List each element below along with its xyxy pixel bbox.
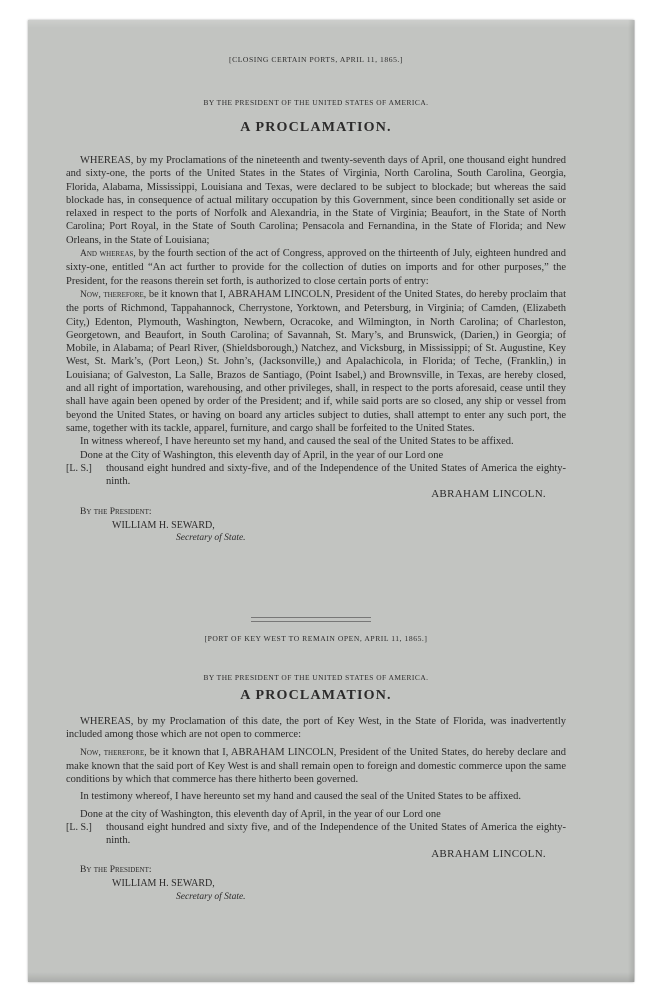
paragraph-done-at: Done at the city of Washington, this eleventh day of April, in the year of our Lord one xyxy=(80,808,441,820)
paragraph-now-therefore xyxy=(66,288,566,435)
date-continuation: thousand eight hundred and sixty five, and of the Independence of the United States of America the eighty-ninth. xyxy=(106,822,566,847)
first-proclamation-body xyxy=(66,154,566,546)
divider-rule xyxy=(251,617,371,622)
signature-seward: WILLIAM H. SEWARD, xyxy=(112,878,215,890)
secretary-of-state: Secretary of State. xyxy=(176,891,246,902)
seal-row xyxy=(66,462,566,489)
signature-lincoln: ABRAHAM LINCOLN. xyxy=(431,847,546,860)
paper-wear xyxy=(28,20,634,28)
first-proclamation-heading: A PROCLAMATION. xyxy=(240,120,392,135)
paragraph-witness: In witness whereof, I have hereunto set my hand, and caused the seal of the United States to be affixed. xyxy=(80,436,514,448)
paragraph-whereas: WHEREAS, by my Proclamations of the nineteenth and twenty-seventh days of April, one thousand eight hundred and sixty-one, the ports of the United States in the States of Virginia, North Carolina, South Carolina, Georgia, Florida, Alabama, Mississippi, Louisiana and Texas, were declared to be subject to blockade; but whereas the said blockade has, in consequence of actual military occupation by this Government, since been conditionally set aside or relaxed in respect to the ports of Norfolk and Alexandria, in the State of Virginia; Beaufort, in the State of North Carolina; Port Royal, in the State of South Carolina; Pensacola and Fernandina, in the State of Florida; and New Orleans, in the State of Louisiana; xyxy=(66,155,566,246)
paragraph-text: by the fourth section of the act of Congress, approved on the thirteenth of July, eighteen hundred and sixty-one, entitled “An act further to provide for the collection of duties on imports and for other purposes,” the President, for the reasons therein set forth, is authorized to close certain ports of entry: xyxy=(66,248,566,287)
second-proclamation-subject: [PORT OF KEY WEST TO REMAIN OPEN, APRIL 11, 1865.] xyxy=(204,634,428,643)
paragraph-text: be it known that I, ABRAHAM LINCOLN, President of the United States, do hereby declare and make known that the said port of Key West is and shall remain open to foreign and domestic commerce upon the same conditions by which that commerce has there hitherto been governed. xyxy=(66,746,566,786)
paragraph-lead: Now, therefore, xyxy=(80,289,147,300)
paragraph-lead: Now, therefore, xyxy=(80,747,147,758)
by-the-president: By the President: xyxy=(80,506,152,517)
paper-edge-right xyxy=(628,20,635,982)
by-the-president: By the President: xyxy=(80,864,152,875)
paragraph-and-whereas xyxy=(66,247,566,288)
paragraph-text: be it known that I, ABRAHAM LINCOLN, President of the United States, do hereby proclaim that the ports of Richmond, Tappahannock, Cherrystone, Yorktown, and Petersburg, in Virginia; of Camden, (Elizabeth City,) Edenton, Plymouth, Washington, Newbern, Ocracoke, and Wilmington, in North Carolina; of Charleston, Georgetown, and Beaufort, in South Carolina; of Savannah, St. Mary’s, and Brunswick, (Darien,) in Georgia; of Mobile, in Alabama; of Pearl River, (Shieldsborough,) Natchez, and Vicksburg, in Mississippi; of St. Augustine, Key West, St. Mark’s, (Port Leon,) St. John’s, (Jacksonville,) and Apalachicola, in Florida; of Teche, (Franklin,) in Louisiana; of Galveston, La Salle, Brazos de Santiago, (Point Isabel,) and Brownsville, in Texas, are hereby closed, and all right of importation, warehousing, and other privileges, shall, in respect to the ports aforesaid, cease until they shall have again been opened by order of the President; and if, while said ports are so closed, any ship or vessel from beyond the United States, or having on board any articles subject to duties, shall attempt to enter any such port, the same, together with its tackle, apparel, furniture, and cargo shall be forfeited to the United States. xyxy=(66,288,567,434)
date-continuation: thousand eight hundred and sixty-five, and of the Independence of the United States of America the eighty-ninth. xyxy=(106,462,566,488)
paragraph-done-at: Done at the City of Washington, this eleventh day of April, in the year of our Lord one xyxy=(80,449,444,461)
paragraph-now-therefore xyxy=(66,746,566,787)
secretary-of-state: Secretary of State. xyxy=(176,533,246,544)
first-proclamation-subject: [CLOSING CERTAIN PORTS, APRIL 11, 1865.] xyxy=(229,55,403,64)
signature-lincoln: ABRAHAM LINCOLN. xyxy=(431,488,546,501)
seal-mark: [L. S.] xyxy=(66,462,92,474)
second-proclamation-body xyxy=(66,715,566,904)
paper-edge-bottom xyxy=(28,972,634,982)
paragraph-whereas: WHEREAS, by my Proclamation of this date, the port of Key West, in the State of Florida, was inadvertently included among those which are not open to commerce: xyxy=(66,716,566,741)
seal-mark: [L. S.] xyxy=(66,822,92,834)
second-issuer-line: BY THE PRESIDENT OF THE UNITED STATES OF AMERICA. xyxy=(203,673,429,682)
signature-seward: WILLIAM H. SEWARD, xyxy=(112,520,215,532)
seal-row xyxy=(66,821,566,848)
paragraph-lead: And whereas, xyxy=(80,249,136,260)
second-proclamation-heading: A PROCLAMATION. xyxy=(240,688,392,703)
first-issuer-line: BY THE PRESIDENT OF THE UNITED STATES OF AMERICA. xyxy=(203,98,429,107)
paragraph-testimony: In testimony whereof, I have hereunto set my hand and caused the seal of the United States to be affixed. xyxy=(80,791,521,803)
